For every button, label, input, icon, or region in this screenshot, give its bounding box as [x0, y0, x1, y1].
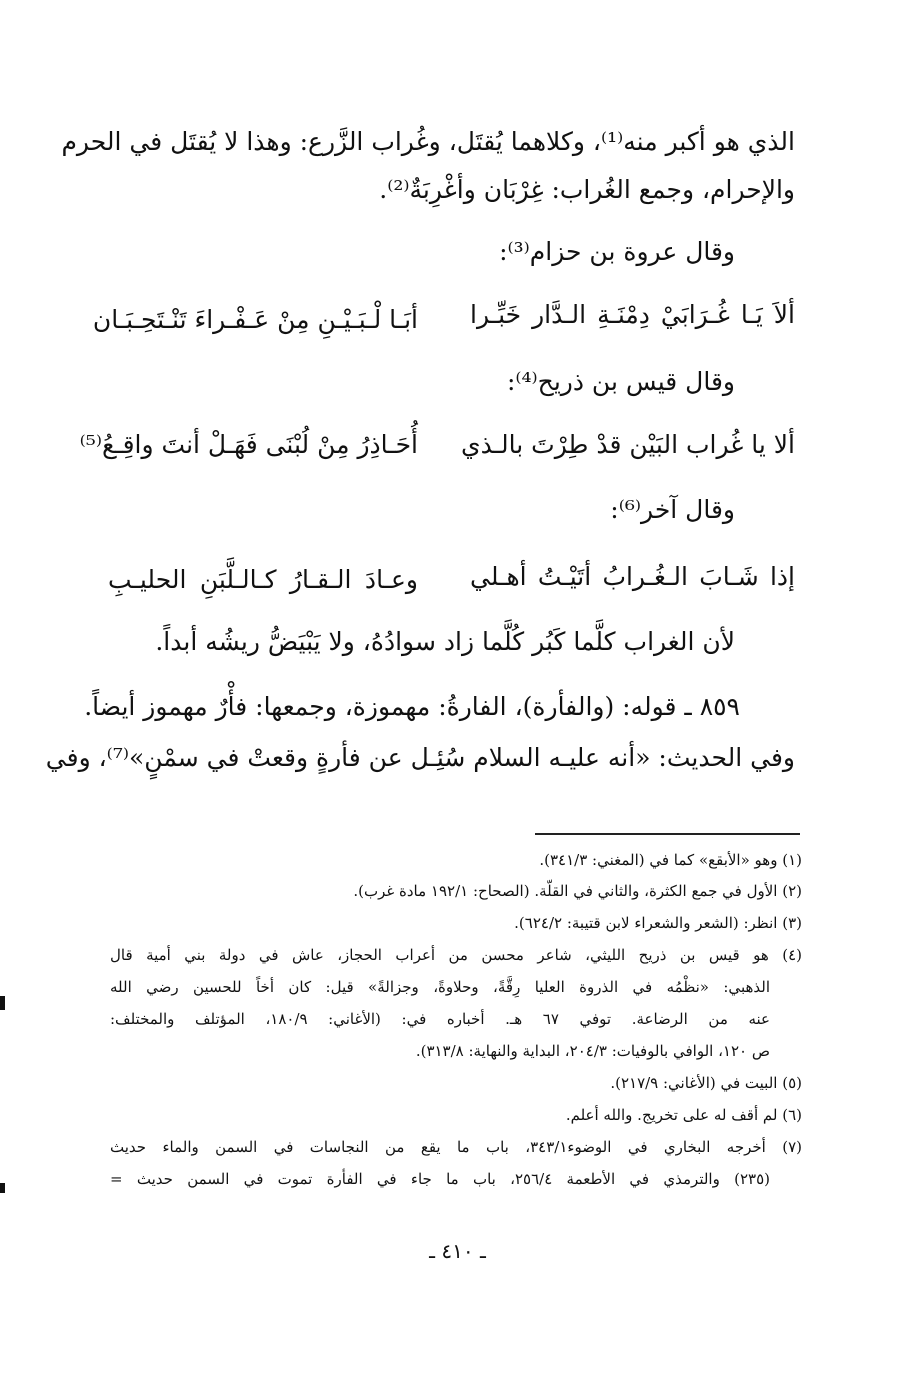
verse-intro: وقال قيس بن ذريح⁽⁴⁾: — [506, 367, 735, 396]
scan-edge-mark — [0, 996, 5, 1010]
scan-edge-mark — [0, 1183, 5, 1193]
verse-second-hemistich: وعـادَ الـقـارُ كـالـلَّبَنِ الحليـبِ — [108, 565, 418, 594]
entry-line: وفي الحديث: «أنه عليـه السلام سُئِـل عن فأرةٍ وقعتْ في سمْنٍ»⁽⁷⁾، وفي — [45, 743, 795, 772]
footnote-4-continued: ص ١٢٠، الوافي بالوفيات: ٢٠٤/٣، البداية والنهاية: ٣١٣/٨). — [415, 1042, 770, 1060]
footnote-5: (٥) البيت في (الأغاني: ٢١٧/٩). — [610, 1074, 802, 1092]
verse-first-hemistich: ألاَ يَـا غُـرَابَيْ دِمْنَـةِ الـدَّار خَبِّـرا — [470, 300, 795, 329]
explanation-line: لأن الغراب كلَّما كَبُر كُلَّما زاد سوادُهُ، ولا يَبْيَضُّ ريشُه أبداً. — [155, 627, 735, 656]
body-line: الذي هو أكبر منه⁽¹⁾، وكلاهما يُقتَل، وغُراب الزَّرع: وهذا لا يُقتَل في الحرم — [61, 127, 795, 156]
footnote-4: (٤) هو قيس بن ذريح الليثي، شاعر محسن من أعراب الحجاز، عاش في دولة بني أمية قال — [110, 946, 802, 964]
footnote-separator — [535, 833, 800, 835]
verse-intro: وقال عروة بن حزام⁽³⁾: — [499, 237, 735, 266]
body-line: والإحرام، وجمع الغُراب: غِرْبَان وأغْرِبَةٌ⁽²⁾. — [379, 175, 795, 204]
page-number: ـ ٤١٠ ـ — [429, 1239, 486, 1263]
footnote-6: (٦) لم أقف له على تخريج. والله أعلم. — [565, 1106, 802, 1124]
footnote-7-continued: (٢٣٥) والترمذي في الأطعمة ٢٥٦/٤، باب ما جاء في الفأرة تموت في السمن حديث = — [110, 1170, 770, 1188]
verse-second-hemistich: أُحَـاذِرُ مِنْ لُبْنَى فَهَـلْ أنتَ واقِـعُ⁽⁵⁾ — [79, 430, 418, 459]
footnote-1: (١) وهو «الأبقع» كما في (المغني: ٣٤١/٣). — [539, 851, 802, 869]
footnote-4-continued: الذهبي: «نظْمُه في الذروة العليا رِقَّةً، وحلاوةً، وجزالةً» قيل: كان أخاً للحسين رضي الله — [110, 978, 770, 996]
footnote-3: (٣) انظر: (الشعر والشعراء لابن قتيبة: ٦٢٤/٢). — [514, 914, 802, 932]
verse-intro: وقال آخر⁽⁶⁾: — [610, 495, 735, 524]
verse-first-hemistich: إذا شَـابَ الـغُـرابُ أتَيْـتُ أهـلي — [470, 562, 795, 591]
footnote-4-continued: عنه من الرضاعة. توفي ٦٧ هـ. أخباره في: (الأغاني: ١٨٠/٩، المؤتلف والمختلف: — [110, 1010, 770, 1028]
footnote-7: (٧) أخرجه البخاري في الوضوء٣٤٣/١، باب ما يقع من النجاسات في السمن والماء حديث — [110, 1138, 802, 1156]
footnote-2: (٢) الأول في جمع الكثرة، والثاني في القلّة. (الصحاح: ١٩٢/١ مادة غرب). — [353, 882, 802, 900]
verse-second-hemistich: أبَـا لْـبَـيْـنِ مِنْ عَـفْـراءَ تَنْـتَحِـبَـان — [92, 305, 418, 334]
entry-line: ٨٥٩ ـ قوله: (والفأرة)، الفارةُ: مهموزة، وجمعها: فأْرٌ مهموز أيضاً. — [84, 692, 740, 721]
verse-first-hemistich: ألا يا غُراب البَيْن قدْ طِرْتَ بالـذي — [461, 430, 795, 459]
